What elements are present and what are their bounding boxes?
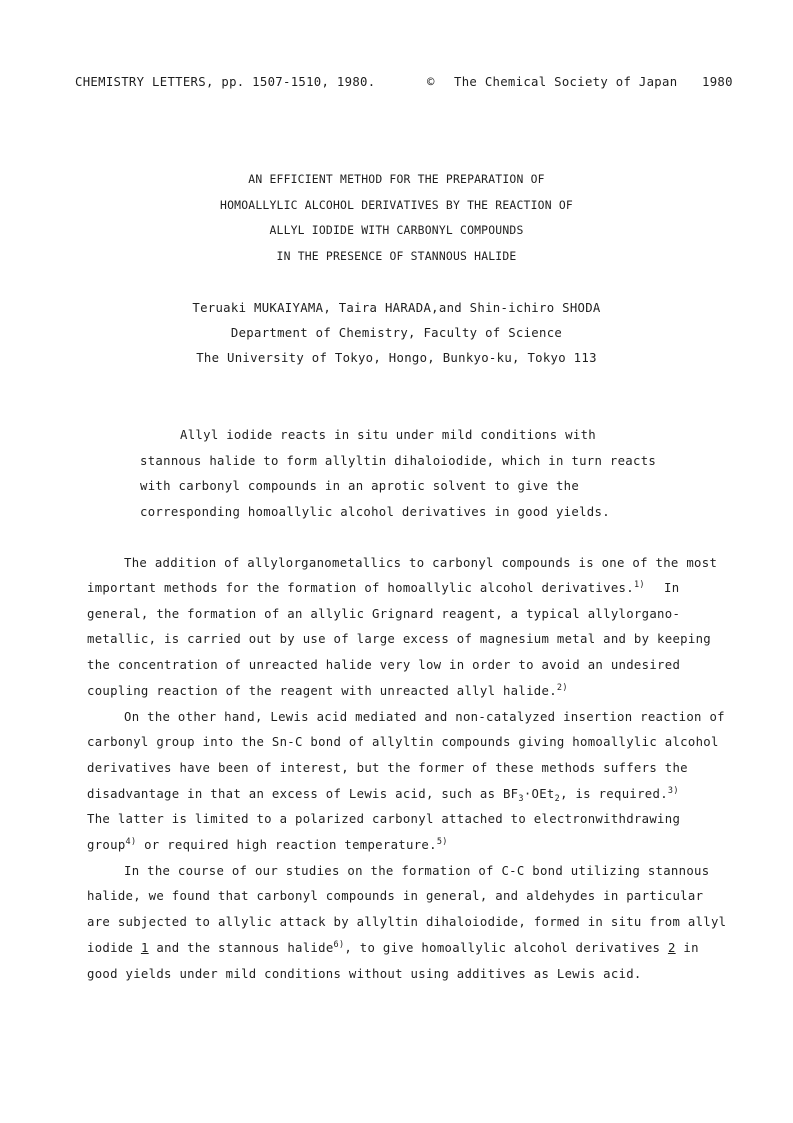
reference-marker: 3) (667, 786, 679, 796)
reference-marker: 5) (436, 837, 448, 847)
publication-year: 1980 (702, 75, 733, 89)
reference-marker: 2) (556, 683, 568, 693)
body-text-fragment: , to give homoallylic alcohol derivatives (344, 941, 668, 955)
abstract-line-2: stannous halide to form allyltin dihaloiodide, which in turn reacts (140, 454, 657, 468)
body-text-line (87, 684, 568, 698)
reference-marker: 4) (125, 837, 137, 847)
body-text-line: good yields under mild conditions without using additives as Lewis acid. (87, 967, 642, 981)
body-text-line: On the other hand, Lewis acid mediated and non-catalyzed insertion reaction of (124, 710, 725, 724)
affiliation-department: Department of Chemistry, Faculty of Science (230, 326, 563, 340)
body-text-line: general, the formation of an allylic Grignard reagent, a typical allylorgano- (87, 607, 681, 621)
paper-title-line-4: IN THE PRESENCE OF STANNOUS HALIDE (276, 249, 517, 263)
abstract-line-3: with carbonyl compounds in an aprotic solvent to give the (140, 479, 580, 493)
reference-marker: 1) (633, 580, 645, 590)
paper-title-line-1: AN EFFICIENT METHOD FOR THE PREPARATION OF (248, 172, 545, 186)
body-text-line: The latter is limited to a polarized carbonyl attached to electronwithdrawing (87, 812, 681, 826)
body-text-fragment: disadvantage in that an excess of Lewis acid, such as BF (87, 787, 519, 801)
body-text-line: the concentration of unreacted halide very low in order to avoid an undesired (87, 658, 681, 672)
affiliation-address: The University of Tokyo, Hongo, Bunkyo-ku, Tokyo 113 (196, 351, 597, 365)
body-text-line (87, 941, 699, 955)
abstract-line-4: corresponding homoallylic alcohol derivatives in good yields. (140, 505, 610, 519)
body-text-line: derivatives have been of interest, but the former of these methods suffers the (87, 761, 688, 775)
paper-title-line-3: ALLYL IODIDE WITH CARBONYL COMPOUNDS (269, 223, 524, 237)
copyright-symbol: © (427, 75, 435, 89)
subscript: 3 (518, 794, 524, 804)
body-text-line: metallic, is carried out by use of large excess of magnesium metal and by keeping (87, 632, 711, 646)
body-text-fragment: important methods for the formation of homoallylic alcohol derivatives. (87, 581, 634, 595)
body-text-line: carbonyl group into the Sn-C bond of allyltin compounds giving homoallylic alcohol (87, 735, 719, 749)
paper-title-line-2: HOMOALLYLIC ALCOHOL DERIVATIVES BY THE REACTION OF (220, 198, 573, 212)
abstract-line-1: Allyl iodide reacts in situ under mild conditions with (180, 428, 596, 442)
authors: Teruaki MUKAIYAMA, Taira HARADA,and Shin-ichiro SHODA (192, 301, 601, 315)
reference-marker: 6) (333, 940, 345, 950)
publisher-name: The Chemical Society of Japan (454, 75, 678, 89)
body-text-line (87, 786, 679, 804)
body-text-line (87, 581, 645, 595)
subscript: 2 (554, 794, 561, 804)
body-text-fragment: iodide (87, 941, 141, 955)
body-text-fragment: coupling reaction of the reagent with unreacted allyl halide. (87, 684, 557, 698)
body-text-line (87, 838, 448, 852)
body-text-line: In the course of our studies on the formation of C-C bond utilizing stannous (124, 864, 710, 878)
body-text-fragment: in (675, 941, 699, 955)
body-text-line: The addition of allylorganometallics to carbonyl compounds is one of the most (124, 556, 718, 570)
body-text-fragment: and the stannous halide (148, 941, 334, 955)
body-text-line: halide, we found that carbonyl compounds in general, and aldehydes in particular (87, 889, 704, 903)
body-text-fragment: or required high reaction temperature. (136, 838, 437, 852)
body-text-fragment: , is required. (560, 787, 668, 801)
body-text-line: are subjected to allylic attack by allyltin dihaloiodide, formed in situ from allyl (87, 915, 727, 929)
journal-citation: CHEMISTRY LETTERS, pp. 1507-1510, 1980. (75, 75, 376, 89)
body-text-fragment: In (664, 581, 680, 595)
body-text-fragment: group (87, 838, 126, 852)
body-text-fragment: ·OEt (523, 787, 555, 801)
compound-number: 1 (140, 941, 149, 955)
compound-number: 2 (667, 941, 676, 955)
